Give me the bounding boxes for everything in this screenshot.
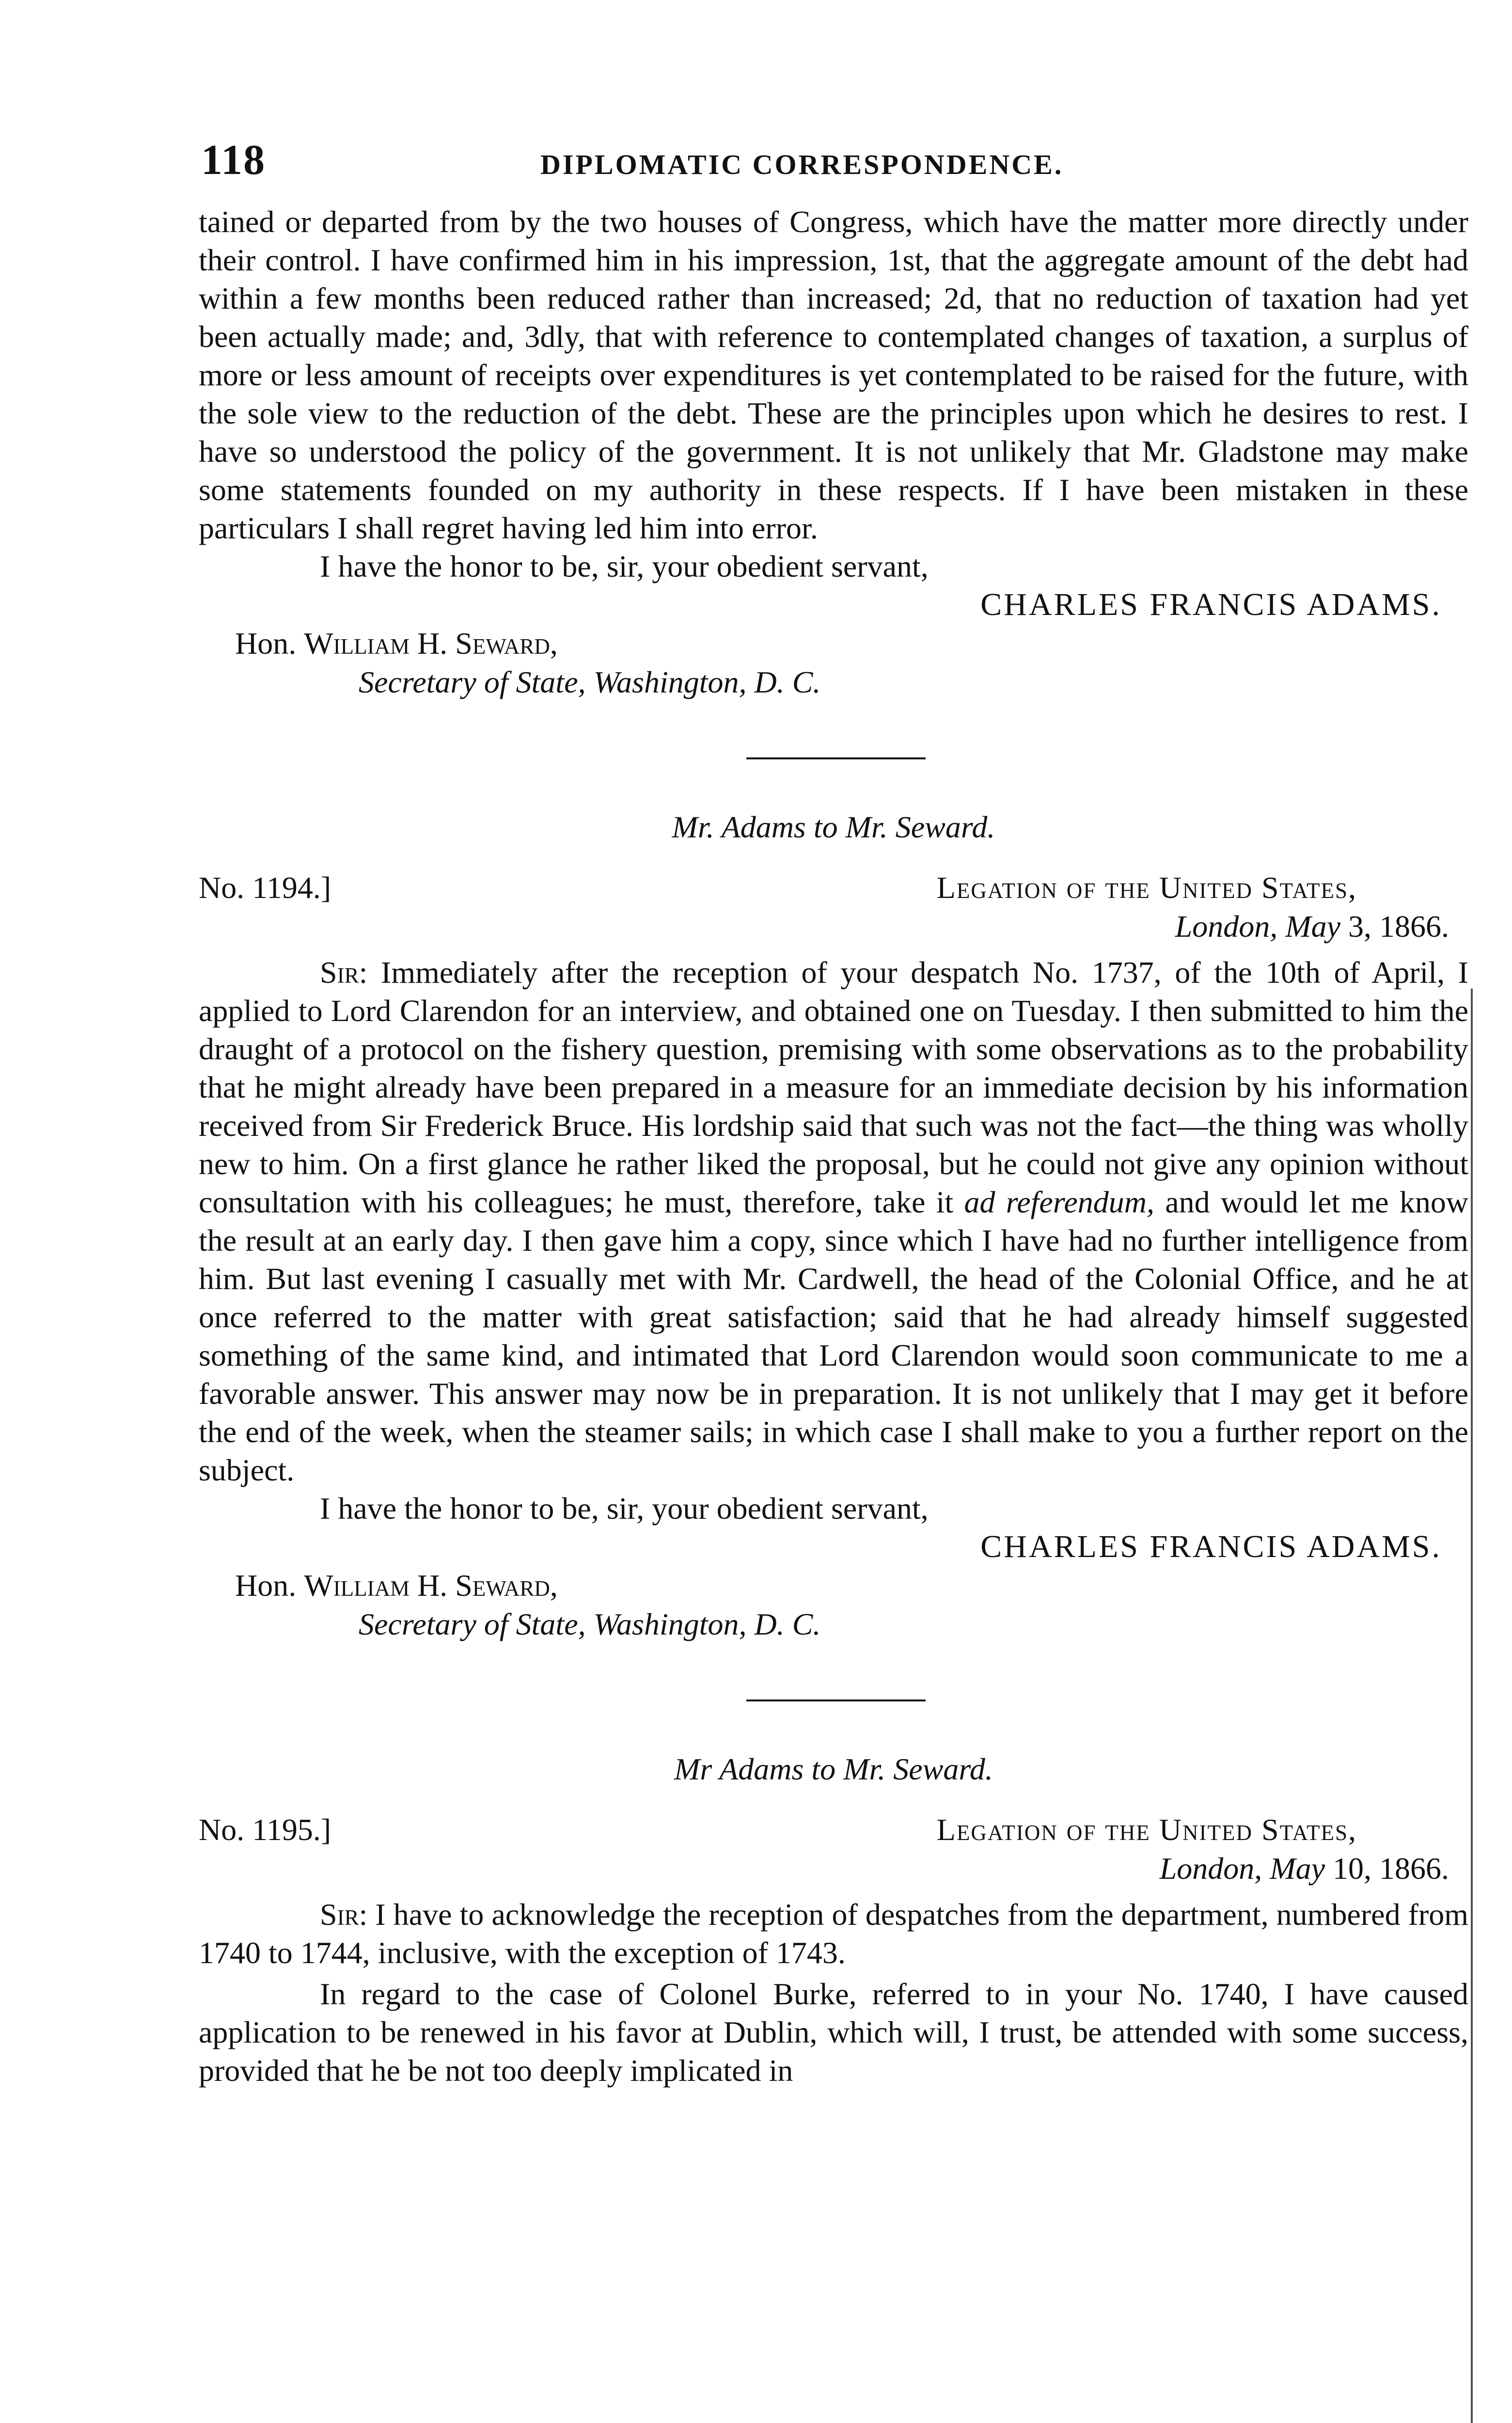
letter2-addressee-prefix: Hon. (235, 1568, 297, 1603)
letter1-continued-paragraph: tained or departed from by the two houses of Congress, which have the matter more directly under their control. I have confirmed him in his impression, 1st, that the aggregate amount of the debt had within a few months been reduced rather than increased; 2d, that no reduction of taxation had yet been actually made; and, 3dly, that with reference to contemplated changes of taxation, a surplus of more or less amount of receipts over expenditures is yet contemplated to be raised for the future, with the sole view to the reduction of the debt. These are the principles upon which he desires to rest. I have so understood the policy of the government. It is not unlikely that Mr. Gladstone may make some statements founded on my authority in these respects. If I have been mistaken in these particulars I shall regret having led him into error. (199, 205, 1468, 545)
letter2-paragraph: Sir: Immediately after the reception of your despatch No. 1737, of the 10th of April, I applied to Lord Clarendon for an interview, and obtained one on Tuesday. I then submitted to him the draught of a protocol on the fishery question, premising with some observations as to the probability that he might already have been prepared in a measure for an immediate decision by his information received from Sir Frederick Bruce. His lordship said that such was not the fact—the thing was wholly new to him. On a first glance he rather liked the proposal, but he could not give any opinion without consultation with his colleagues; he must, therefore, take it ad referendum, and would let me know the result at an early day. I then gave him a copy, since which I have had no further intelligence from him. But last evening I casually met with Mr. Cardwell, the head of the Colonial Office, and he at once referred to the matter with great satisfaction; said that he had already himself suggested something of the same kind, and intimated that Lord Clarendon would soon communicate to me a favorable answer. This answer may now be in preparation. It is not unlikely that I may get it before the end of the week, when the steamer sails; in which case I shall make to you a further report on the subject. (199, 955, 1469, 1487)
letter2-number: No. 1194.] (199, 870, 331, 905)
letter3-body (199, 1895, 1468, 2090)
letter2-title: Mr. Adams to Mr. Seward. (672, 810, 995, 844)
letter1-body (199, 203, 1468, 547)
letter2-addressee (199, 1566, 1468, 1605)
letter1-addressee-title: Secretary of State, Washington, D. C. (359, 665, 821, 699)
document-page (199, 126, 1468, 2090)
letter3-paragraph-2: In regard to the case of Colonel Burke, referred to in your No. 1740, I have caused application to be renewed in his favor at Dublin, which will, I trust, be attended with some success, provided that he be not too deeply implicated in (199, 1977, 1468, 2088)
letter1-addressee (199, 624, 1468, 663)
letter1-addressee-name: William H. Seward, (304, 626, 558, 661)
latin-phrase: ad referendum, (964, 1185, 1154, 1219)
page-number: 118 (201, 137, 266, 184)
letter1-addressee-prefix: Hon. (235, 626, 297, 661)
letter2-addressee-name: William H. Seward, (304, 1568, 558, 1603)
letter2-legation: Legation of the United States, (936, 870, 1357, 905)
letter3-salutation: Sir: (320, 1897, 368, 1932)
letter2-place-date: London, May 3, 1866. (1175, 909, 1449, 944)
page-edge-line (1471, 989, 1473, 2423)
running-head: DIPLOMATIC CORRESPONDENCE. (540, 149, 1064, 180)
letter3-legation: Legation of the United States, (936, 1812, 1357, 1847)
letter3-place-date: London, May 10, 1866. (1159, 1851, 1449, 1886)
letter3-number: No. 1195.] (199, 1812, 331, 1847)
letter3-title: Mr Adams to Mr. Seward. (674, 1752, 993, 1786)
letter1-closing: I have the honor to be, sir, your obedient servant, (320, 549, 929, 583)
letter2-dateline (199, 868, 1468, 953)
letter2-addressee-title: Secretary of State, Washington, D. C. (359, 1607, 821, 1641)
letter2-salutation: Sir: (320, 955, 368, 990)
letter2-signature: CHARLES FRANCIS ADAMS. (980, 1529, 1442, 1564)
page-header (199, 126, 1468, 199)
letter1-signature: CHARLES FRANCIS ADAMS. (980, 587, 1442, 622)
section-divider (746, 757, 926, 759)
letter2-body (199, 953, 1468, 1489)
letter3-paragraph-1: Sir: I have to acknowledge the reception of despatches from the department, numbered from 1740 to 1744, inclusive, with the exception of 1743. (199, 1897, 1469, 1970)
letter3-dateline (199, 1810, 1468, 1895)
section-divider (746, 1699, 926, 1701)
letter2-closing: I have the honor to be, sir, your obedient servant, (320, 1491, 929, 1526)
